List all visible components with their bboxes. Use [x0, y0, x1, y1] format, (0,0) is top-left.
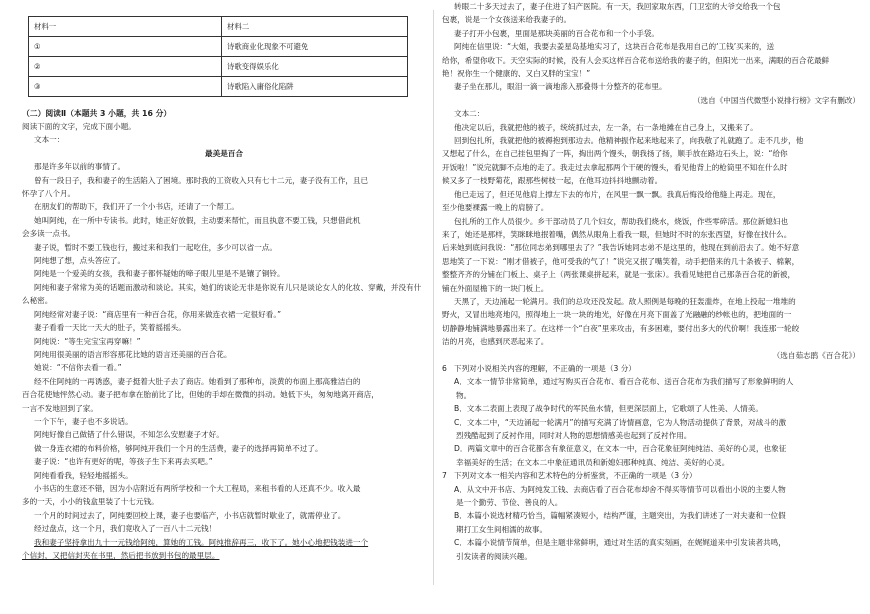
text-line: 百合花使她怦然心动。妻子把布拿在胎前比了比，但她的手却在微微的抖动。她低下头，匆匆地离开商店， — [22, 390, 379, 400]
text-line: 妻子说：“也许有更好的呢，等孩子生下来再去买吧。” — [34, 457, 213, 467]
text-line: 在朋友们的帮助下，我们开了一个小书店，还请了一个帮工。 — [34, 202, 240, 212]
table-header-cell: 材料二 — [222, 17, 408, 37]
answer-option-line: B．本篇小说选材精巧恰当，篇幅紧凑短小，结构严谨，主题突出，为我们讲述了一对夫妻和一位假 — [454, 511, 786, 521]
text-line: 小书店的生意还不错，因为小店附近有两所学校和一个大工程局，来租书看的人还真不少。收入最 — [34, 483, 361, 493]
instruction: 阅读下面的文字，完成下面小题。 — [22, 122, 136, 131]
text-line: 野火，又冒出地亮地闪，照得地上一块一块的地光，好像在月亮下面盖了光融融的纱帐也的，把地面的一 — [442, 310, 792, 320]
text-line: 妻子坐在那儿，眼泪一滴一滴地滲入那叠得十分整齐的花布里。 — [454, 82, 667, 92]
question-number: 6 — [442, 363, 447, 373]
text-line: 洁的月亮，也感到厌恶起来了。 — [442, 337, 549, 347]
text-line: 妻子打开小包裹，里面是那块美丽的百合花布和一个小手袋。 — [454, 28, 660, 38]
text-line: 那是许多年以前的事情了。 — [34, 162, 126, 172]
text-line: 阿纯在信里说：“大姐，我要去姜星岛基地实习了，这块百合花布是我用自己的‘工钱’买来的，送 — [454, 42, 775, 52]
answer-option-line: 引发读者的阅读兴趣。 — [456, 551, 532, 561]
text-line: 切静静地铺满地暴露出来了。在这样一个“白夜”里来攻击，有多困难，要付出多大的代价啊！我连那一轮皎 — [442, 323, 800, 333]
answer-option-line: 是一个勤劳、节俭、善良的人。 — [456, 498, 563, 508]
table-header-cell: 材料一 — [29, 17, 222, 37]
text-line: 阿纯说：“等生完宝宝再穿嘛！” — [34, 336, 141, 346]
question-stem — [442, 469, 860, 482]
text-line: 开饭啦！”说完就脚不点地的走了。我走过去拿起那两个干硬的馒头，看见他背上的枪筒里不知在什么时 — [442, 162, 788, 172]
answer-option-line: C．本篇小说情节简单，但是主题非常鲜明，通过对生活的真实刻画，在娓娓道来中引发读者共鸣， — [454, 538, 786, 548]
answer-option-line: C．文本二中，“天边涌起一轮满月”的描写充满了诗情画意，它为人物活动提供了背景，对战斗的激 — [454, 417, 787, 427]
table-row — [29, 37, 408, 57]
text-line: （选自《中国当代微型小说排行榜》文字有删改） — [692, 95, 860, 105]
text-line: 给你，希望你收下。天空实际的时候，没有人会买这样百合花布送给我的妻子的，但阳光一出来，满眼的百合花最鲜 — [442, 55, 830, 65]
text-line: 经不住阿纯的一再诱惑，妻子挺着大肚子去了商店。她看到了那种布，淡黄的布面上那高雅洁白的 — [34, 376, 361, 386]
text-line: 怀孕了八个月。 — [22, 189, 76, 199]
text-line: 来了，她还是那样，笑眯眯地抿着嘴，偶然从眼角上看我一眼，但她时不时的东张西望，好像在找什么。 — [442, 229, 792, 239]
text-line: 阿纯好像自己做错了什么错误，不知怎么安慰妻子才好。 — [34, 430, 224, 440]
table-row — [29, 77, 408, 97]
right-column — [442, 0, 860, 563]
text-line: 做一身连衣裙的布料价格，够阿纯开我们一个月的生活费，妻子的选择再简单不过了。 — [34, 443, 323, 453]
question-stem — [442, 362, 860, 375]
table-cell: 诗歌陷入庸俗化陷阱 — [222, 77, 408, 97]
text-line: （选自茹志鹃《百合花》） — [772, 350, 860, 360]
answer-option-line: B．文本二表面上表现了战争时代的军民鱼水情，但更深层面上，它歌颂了人性美、人情美。 — [454, 404, 763, 414]
left-column — [22, 0, 426, 562]
text1-label: 文本一： — [34, 135, 65, 145]
text1-body — [22, 160, 426, 562]
table-cell: ① — [29, 37, 222, 57]
text-line: 多的一天，小小的钱盒里装了十七元钱。 — [22, 497, 159, 507]
text-line: 曾有一段日子，我和妻子的生活陷入了困境。那时我的工资收入只有七十二元，妻子没有工作，且已 — [34, 175, 369, 185]
answer-option-line: 幸福美好的生活；在文本二中象征通讯员和新媳妇那种纯真、纯洁、美好的心灵。 — [456, 457, 730, 467]
text-line: 天黑了，天边涌起一轮满月。我们的总攻还没发起。敌人照例是每晚的狂轰滥炸，在地上投起一堆堆的 — [454, 296, 796, 306]
column-divider — [433, 10, 434, 585]
materials-table — [28, 16, 408, 97]
text-line: 他已走远了，但还见他肩上撑左下去的布片，在风里一飘一飘。我真后悔没给他缝上再走。现在， — [454, 189, 781, 199]
text-line: 整整齐齐的分铺在门板上、桌子上（两张课桌拼起来，就是一张床）。我看见她把自己那条百合花的新被， — [442, 270, 796, 280]
text-line: 阿纯用很美丽的语言形容那花比她的语言还美丽的百合花。 — [34, 349, 232, 359]
text-line: 阿纯是一个爱美的女孩，我和妻子都怀疑她的啼子眼儿里是不是镶了铜铃。 — [34, 269, 285, 279]
table-cell: ③ — [29, 77, 222, 97]
text-line: 后来她到底问我说：“那位同志弟到哪里去了？”我告诉她同志弟不是这里的，他现在到前沿去了。她不好意 — [442, 243, 800, 253]
text-line: 阿纯和妻子常常为美的话题而激动和谈论。其实，她们的谈论无非是你说有儿只是谈论女人的化妆、穿戴，并没有什 — [34, 282, 422, 292]
text-line: 思地笑了一下说：“刚才借被子，他可受我的气了！”说完又抿了嘴笑着，动手把借来的几十条被子、棉絮， — [442, 256, 800, 266]
text-line: 妻子看看一天比一天大的肚子，笑着摇摇头。 — [34, 323, 186, 333]
text-line: 候又多了一枝野菊花，跟那些树枝一起，在他耳边抖抖地颤动着。 — [442, 176, 663, 186]
text-line: 她说：“不信你去看一看。” — [34, 363, 122, 373]
text-line: 艳！祝你生一个健康的、又白又胖的宝宝！” — [442, 69, 591, 79]
text-line: 她叫阿纯，在一所中专读书。此时，她正好放假，主动要来帮忙，而且执意不要工钱，只想借此机 — [34, 215, 361, 225]
text-line: 阿纯经常对妻子说：“商店里有一种百合花，你用来做连衣裙一定很好看。” — [34, 309, 282, 319]
text-line: 一言不发地回到了家。 — [22, 403, 98, 413]
table-row — [29, 57, 408, 77]
text-line: 么秘密。 — [22, 296, 53, 306]
table-cell: ② — [29, 57, 222, 77]
text-line: 铺在外面屋檐下的一块门板上。 — [442, 283, 549, 293]
question-number: 7 — [442, 471, 447, 481]
table-cell: 诗歌变得娱乐化 — [222, 57, 408, 77]
text-line: 文本二： — [454, 109, 485, 119]
answer-option-line: A．从文中开书店、为阿纯发工钱、去商店看了百合花布却舍不得买等情节可以看出小说的主要人物 — [454, 484, 786, 494]
section-title: （二）阅读Ⅱ（本题共 3 小题，共 16 分） — [22, 109, 172, 118]
text-line: 转眼二十多天过去了，妻子住进了妇产医院。有一天，我回家取东西，门卫室的大爷交给我一个包 — [454, 2, 781, 11]
answer-option-line: A．文本一情节非常简单，通过写购买百合花布、看百合花布、送百合花布为我们描写了形象鲜明的人 — [454, 377, 794, 387]
text-line: 经过盘点，这一个月，我们竟收入了一百八十二元钱！ — [34, 524, 217, 534]
question-text: 下列对文本一相关内容和艺术特色的分析鉴赏，不正确的一项是（3 分） — [454, 471, 697, 481]
text1-title: 最美是百合 — [205, 148, 243, 158]
text-line: 妻子说，暂时不要工钱也行，搬过来和我们一起吃住，多少可以省一点。 — [34, 242, 277, 252]
text-line: 至少他要裸露一晚上的肩膀了。 — [442, 203, 549, 213]
text-line: 又想起了什么，在自己挂包里掏了一阵，掏出两个馒头，朝我扬了扬，顺手放在路边石头上，说：“给你 — [442, 149, 788, 159]
text-line: 他决定以后，我就把他的被子，统统抓过去，左一条，右一条地摊在自己身上，又搬来了。 — [454, 122, 758, 132]
table-cell: 诗歌商业化现象不可避免 — [222, 37, 408, 57]
answer-option-line: 期打工女生间相濡的故事。 — [456, 524, 548, 534]
question-text: 下列对小说相关内容的理解，不正确的一项是（3 分） — [454, 363, 636, 373]
text-line: 包裹，说是一个女孩送来给我妻子的。 — [442, 15, 572, 25]
questions-block — [442, 362, 860, 563]
right-body — [442, 0, 860, 362]
text-line: 包扎所的工作人员很少。乡干部动员了几个妇女，帮助我们烧水，烧饭，作些零碎活。那位新媳妇也 — [454, 216, 789, 226]
text-line: 阿纯看看我，轻轻地摇摇头。 — [34, 470, 133, 480]
answer-option-line: D．两篇文章中的百合花都含有象征意义，在文本一中，百合花象征阿纯纯洁、美好的心灵，也象征 — [454, 444, 787, 454]
text-line: 阿纯想了想，点头答应了。 — [34, 256, 126, 266]
table-header-row — [29, 17, 408, 37]
text-line: 一个下午，妻子也不多说话。 — [34, 416, 133, 426]
text-line: 个信封，又把信封夹在书里，然后把书放到书包的最里层。 — [22, 551, 220, 560]
text-line: 一个月的时间过去了，阿纯要回校上课，妻子也要临产，小书店就暂时歇业了，就需停业了。 — [34, 510, 346, 520]
text-line: 回到包扎所，我就把他的被褥抱到那边去。他精神振作起来地起来了，向我敬了礼就跑了。走不几步，他 — [454, 136, 804, 146]
answer-option-line: 烈残酷起到了反衬作用，同时对人物的思想情感美也起到了反衬作用。 — [456, 431, 692, 440]
text-line: 会多读一点书。 — [22, 229, 76, 239]
answer-option-line: 物。 — [456, 390, 472, 400]
text-line: 我和妻子坚持拿出九十一元钱给阿纯，算她的工钱。阿纯推辞再三，收下了。她小心地把钱装进一个 — [34, 537, 369, 547]
